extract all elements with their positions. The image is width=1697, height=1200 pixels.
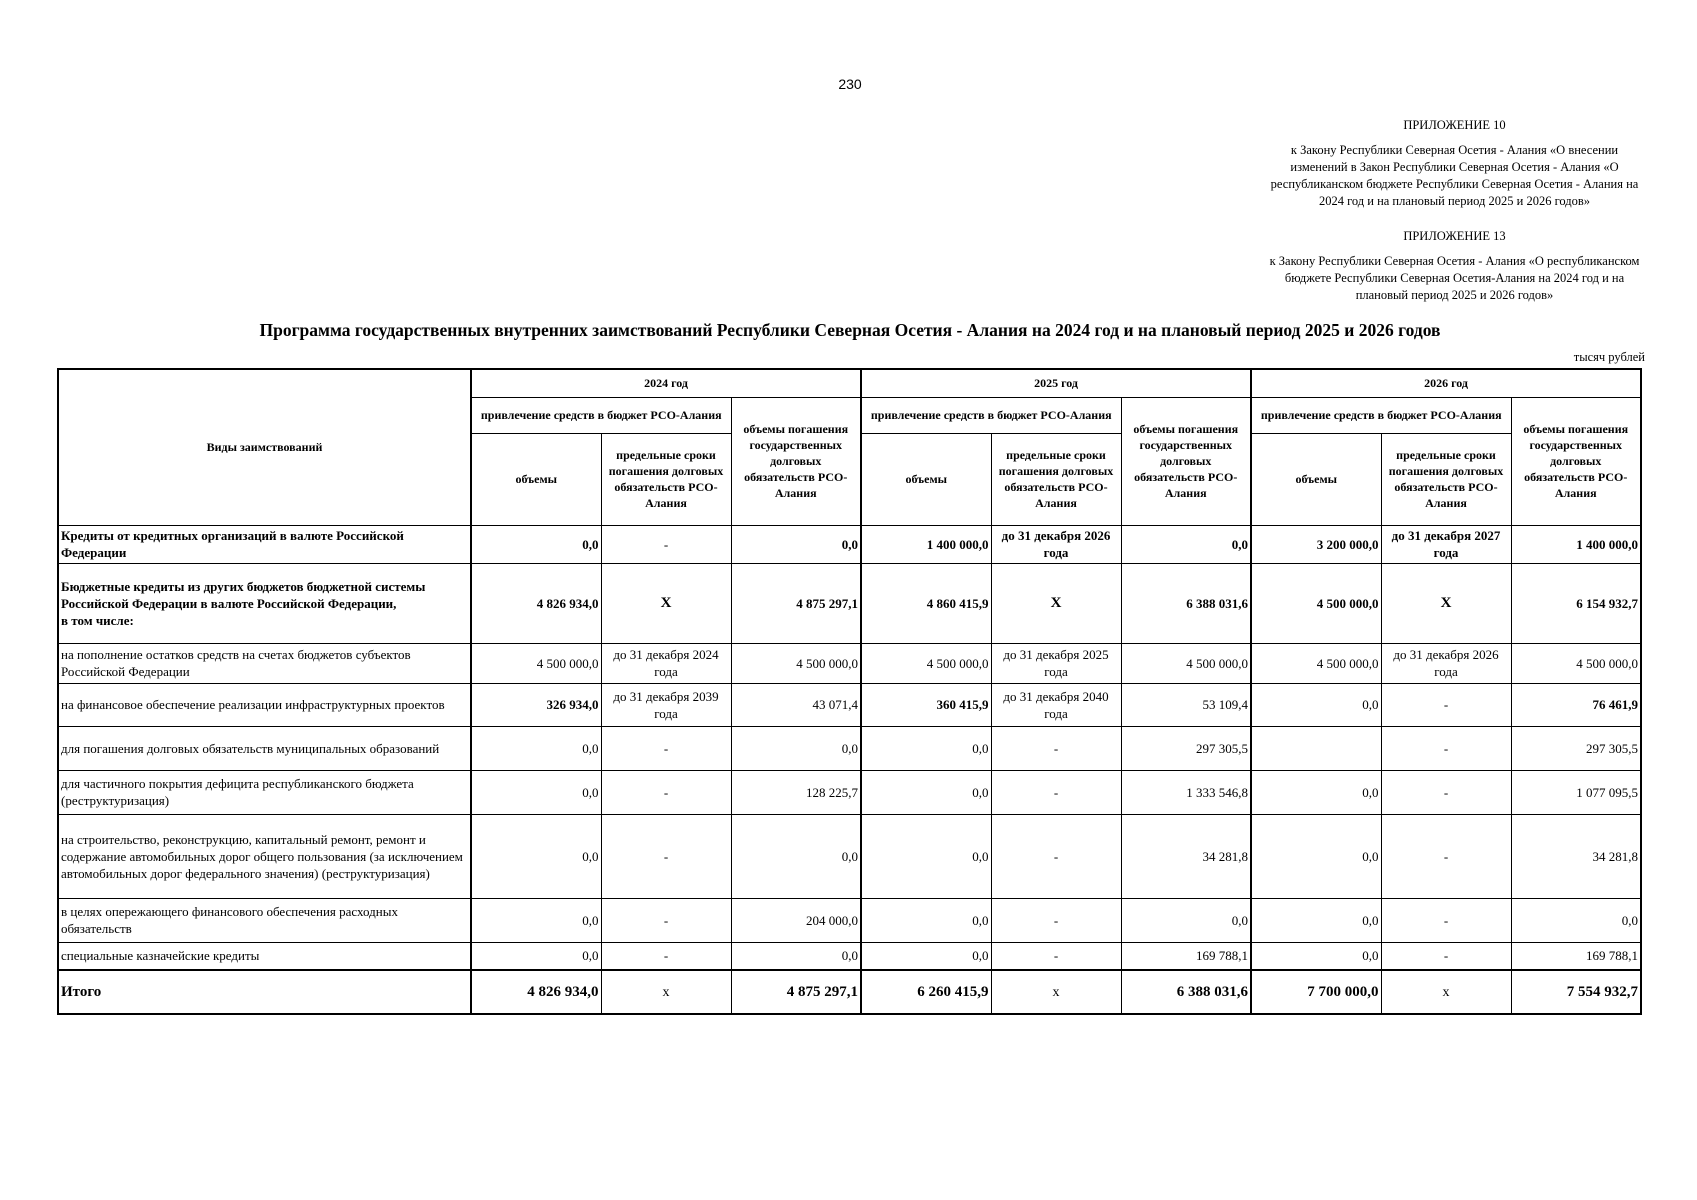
cell-value: 4 826 934,0 [471,563,601,643]
header-kind: Виды заимствований [58,369,471,525]
cell-term: - [991,942,1121,970]
cell-value: 1 400 000,0 [1511,525,1641,563]
row-label: в целях опережающего финансового обеспечения расходных обязательств [58,898,471,942]
cell-value: 6 260 415,9 [861,970,991,1014]
cell-term: - [601,942,731,970]
cell-value: 34 281,8 [1121,814,1251,898]
cell-value: 43 071,4 [731,683,861,726]
cell-value: 76 461,9 [1511,683,1641,726]
cell-value: 326 934,0 [471,683,601,726]
header-year-2024: 2024 год [471,369,861,397]
header-repayment-2025: объемы погашения государственных долговых обязательств РСО-Алания [1121,397,1251,525]
row-label: специальные казначейские кредиты [58,942,471,970]
appendix-13-text: к Закону Республики Северная Осетия - Алания «О республиканском бюджете Республики Северная Осетия-Алания на 2024 год и на плановый период 2025 и 2026 годов» [1269,254,1640,302]
cell-term: до 31 декабря 2039 года [601,683,731,726]
cell-value: 0,0 [731,525,861,563]
cell-term: - [1381,726,1511,770]
cell-term: X [991,563,1121,643]
cell-value: 360 415,9 [861,683,991,726]
cell-term: - [991,770,1121,814]
appendix-10-text: к Закону Республики Северная Осетия - Алания «О внесении изменений в Закон Республики Северная Осетия - Алания «О республиканском бюджете Республики Северная Осетия - Алания на 2024 год и на плановый период 2025 и 2026 годов» [1270,143,1639,208]
cell-value: 0,0 [471,898,601,942]
cell-value: 128 225,7 [731,770,861,814]
appendix-13-title: ПРИЛОЖЕНИЕ 13 [1403,229,1506,243]
cell-value: 4 500 000,0 [1511,643,1641,683]
header-terms-2024: предельные сроки погашения долговых обязательств РСО-Алания [601,433,731,525]
cell-value: 4 875 297,1 [731,970,861,1014]
cell-value: 4 860 415,9 [861,563,991,643]
cell-term: - [1381,942,1511,970]
header-terms-2026: предельные сроки погашения долговых обязательств РСО-Алания [1381,433,1511,525]
cell-term: до 31 декабря 2040 года [991,683,1121,726]
cell-value: 7 700 000,0 [1251,970,1381,1014]
document-title: Программа государственных внутренних заимствований Республики Северная Осетия - Алания на 2024 год и на плановый период 2025 и 2026 годов [259,320,1441,340]
cell-value: 0,0 [861,898,991,942]
cell-term: - [601,770,731,814]
cell-term: - [1381,770,1511,814]
cell-value: 0,0 [731,942,861,970]
cell-value: 53 109,4 [1121,683,1251,726]
cell-term: - [601,898,731,942]
cell-value: 4 500 000,0 [1251,643,1381,683]
appendix-10-title: ПРИЛОЖЕНИЕ 10 [1403,118,1506,132]
cell-value: 0,0 [1251,942,1381,970]
cell-value: 1 077 095,5 [1511,770,1641,814]
cell-term: X [1381,563,1511,643]
cell-term: х [991,970,1121,1014]
cell-value: 297 305,5 [1511,726,1641,770]
table-row [58,942,1641,970]
cell-term: до 31 декабря 2025 года [991,643,1121,683]
row-label: на финансовое обеспечение реализации инфраструктурных проектов [58,683,471,726]
table-row [58,726,1641,770]
cell-term: х [1381,970,1511,1014]
cell-value: 297 305,5 [1121,726,1251,770]
table-row [58,898,1641,942]
table-row [58,770,1641,814]
cell-value: 169 788,1 [1511,942,1641,970]
row-label: на строительство, реконструкцию, капитальный ремонт, ремонт и содержание автомобильных дорог общего пользования (за исключением автомобильных дорог федерального значения) (реструктуризация) [58,814,471,898]
page-number: 230 [838,76,862,92]
borrowing-program-table [57,368,1642,1015]
header-repayment-2026: объемы погашения государственных долговых обязательств РСО-Алания [1511,397,1641,525]
cell-value: 4 500 000,0 [471,643,601,683]
header-attraction-2024: привлечение средств в бюджет РСО-Алания [471,397,731,433]
row-label: Кредиты от кредитных организаций в валюте Российской Федерации [58,525,471,563]
cell-value: 4 500 000,0 [1251,563,1381,643]
cell-term: - [601,814,731,898]
cell-value: 0,0 [1121,898,1251,942]
header-volumes-2026: объемы [1251,433,1381,525]
table-row [58,683,1641,726]
cell-term: - [991,898,1121,942]
cell-value: 1 400 000,0 [861,525,991,563]
cell-value: 169 788,1 [1121,942,1251,970]
cell-value: 3 200 000,0 [1251,525,1381,563]
cell-term: - [1381,898,1511,942]
cell-value [1251,726,1381,770]
cell-value: 6 154 932,7 [1511,563,1641,643]
row-label: для погашения долговых обязательств муниципальных образований [58,726,471,770]
cell-term: - [601,525,731,563]
cell-value: 0,0 [861,770,991,814]
cell-value: 0,0 [1251,770,1381,814]
appendix-13-block [1262,228,1647,304]
cell-value: 1 333 546,8 [1121,770,1251,814]
cell-value: 0,0 [1121,525,1251,563]
header-repayment-2024: объемы погашения государственных долговых обязательств РСО-Алания [731,397,861,525]
cell-value: 4 826 934,0 [471,970,601,1014]
row-label: для частичного покрытия дефицита республиканского бюджета (реструктуризация) [58,770,471,814]
cell-value: 4 500 000,0 [861,643,991,683]
cell-value: 0,0 [861,726,991,770]
table-row [58,814,1641,898]
header-attraction-2025: привлечение средств в бюджет РСО-Алания [861,397,1121,433]
cell-term: до 31 декабря 2026 года [991,525,1121,563]
header-year-2025: 2025 год [861,369,1251,397]
cell-term: - [991,814,1121,898]
cell-value: 34 281,8 [1511,814,1641,898]
row-label-main: Бюджетные кредиты из других бюджетов бюджетной системы Российской Федерации в валюте Российской Федерации, [61,578,426,611]
cell-value: 0,0 [471,814,601,898]
cell-term: - [1381,814,1511,898]
cell-value: 0,0 [1251,683,1381,726]
cell-term: до 31 декабря 2027 года [1381,525,1511,563]
cell-term: - [991,726,1121,770]
cell-term: до 31 декабря 2024 года [601,643,731,683]
cell-value: 0,0 [471,525,601,563]
cell-value: 0,0 [1251,898,1381,942]
header-volumes-2024: объемы [471,433,601,525]
header-year-2026: 2026 год [1251,369,1641,397]
table-row [58,525,1641,563]
header-volumes-2025: объемы [861,433,991,525]
cell-value: 0,0 [861,814,991,898]
row-label [58,563,471,643]
cell-value: 4 500 000,0 [731,643,861,683]
header-attraction-2026: привлечение средств в бюджет РСО-Алания [1251,397,1511,433]
cell-value: 4 500 000,0 [1121,643,1251,683]
cell-value: 6 388 031,6 [1121,970,1251,1014]
table-row [58,643,1641,683]
cell-value: 0,0 [471,726,601,770]
cell-term: х [601,970,731,1014]
header-terms-2025: предельные сроки погашения долговых обязательств РСО-Алания [991,433,1121,525]
total-row [58,970,1641,1014]
row-label: на пополнение остатков средств на счетах бюджетов субъектов Российской Федерации [58,643,471,683]
cell-value: 7 554 932,7 [1511,970,1641,1014]
cell-value: 6 388 031,6 [1121,563,1251,643]
row-label: Итого [58,970,471,1014]
cell-term: до 31 декабря 2026 года [1381,643,1511,683]
cell-term: - [601,726,731,770]
cell-value: 4 875 297,1 [731,563,861,643]
cell-value: 0,0 [731,814,861,898]
cell-term: X [601,563,731,643]
cell-value: 0,0 [861,942,991,970]
cell-value: 0,0 [471,770,601,814]
cell-value: 0,0 [731,726,861,770]
cell-term: - [1381,683,1511,726]
cell-value: 0,0 [1251,814,1381,898]
units-label: тысяч рублей [1573,350,1645,364]
cell-value: 204 000,0 [731,898,861,942]
cell-value: 0,0 [1511,898,1641,942]
cell-value: 0,0 [471,942,601,970]
appendix-10-block [1262,117,1647,210]
row-label-sub: в том числе: [61,612,134,628]
table-row [58,563,1641,643]
